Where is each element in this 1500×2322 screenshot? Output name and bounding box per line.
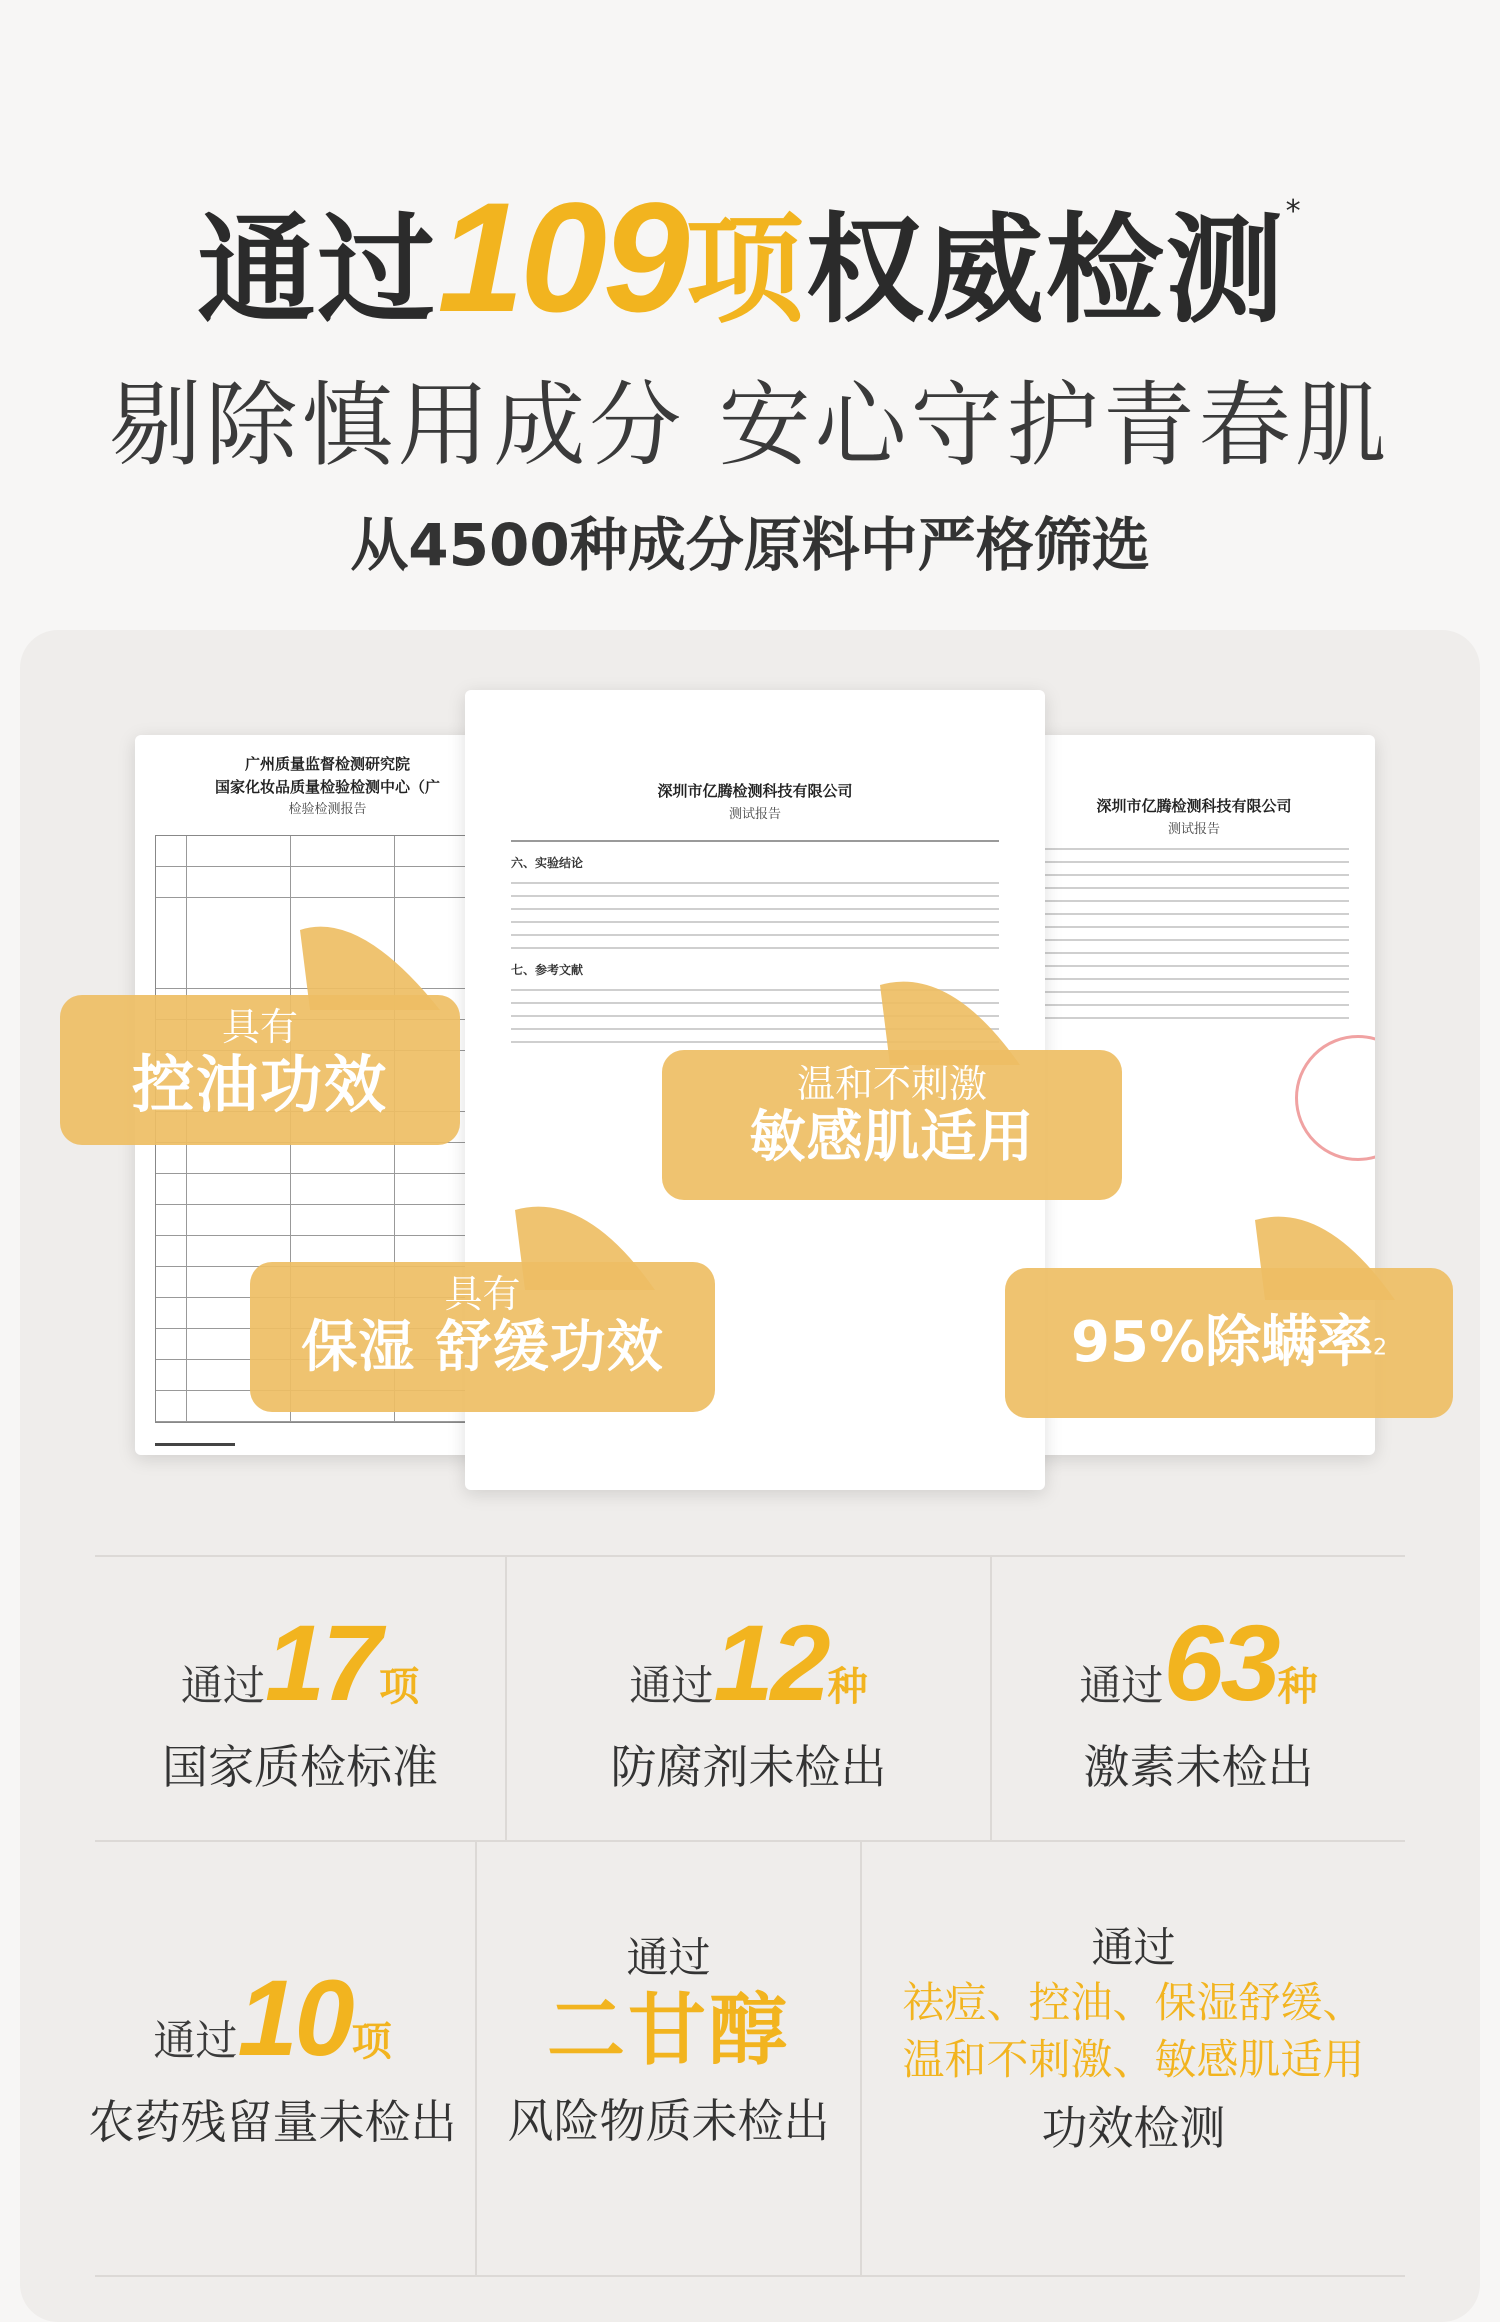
headline-pre: 通过 [197,201,438,339]
headline [0,165,1500,352]
stat-number: 12 [713,1602,828,1723]
subtitle: 剔除慎用成分 安心守护青春肌 [109,372,1391,479]
stat-hormones: 通过63种 激素未检出 [992,1600,1405,1797]
stat-efficacy-line-1: 祛痘、控油、保湿舒缓、 [902,1978,1365,2027]
grid-divider-middle [95,1840,1405,1842]
stat-desc: 风险物质未检出 [507,2093,830,2148]
stat-desc: 国家质检标准 [162,1740,438,1794]
subtitle-secondary: 从4500种成分原料中严格筛选 [350,511,1150,579]
bubble-moist-big: 保湿 舒缓功效 [301,1314,664,1380]
bubble-mite-footnote: 2 [1373,1335,1388,1361]
bubble-oil [60,995,460,1145]
stat-efficacy: 通过 祛痘、控油、保湿舒缓、 温和不刺激、敏感肌适用 功效检测 [862,1915,1405,2158]
headline-rest: 权威检测 [805,201,1286,339]
stamp-icon [1295,1035,1375,1161]
stat-number: 17 [264,1602,380,1723]
headline-footnote-mark: * [1285,194,1303,229]
grid-divider-bottom [95,2275,1405,2277]
bubble-mild [662,1050,1122,1200]
doc-center-section-7: 七、参考文献 [511,962,584,977]
headline-number: 109 [437,171,686,345]
doc-right-title-1: 深圳市亿腾检测科技有限公司 [1096,797,1292,815]
stat-desc: 农药残留量未检出 [88,2095,457,2149]
doc-left-title-1: 广州质量监督检测研究院 [244,755,410,773]
bubble-mild-small: 温和不刺激 [796,1062,987,1106]
doc-left-signature [155,1443,235,1446]
bubble-moist [250,1262,715,1412]
bubble-moist-small: 具有 [444,1272,521,1316]
stat-number: 10 [237,1957,352,2078]
stat-desc: 激素未检出 [1083,1740,1314,1794]
grid-divider-top [95,1555,1405,1557]
stat-diethylene-glycol: 通过 二甘醇 风险物质未检出 [477,1925,860,2151]
bubble-oil-small: 具有 [221,1005,298,1049]
doc-center-title-1: 深圳市亿腾检测科技有限公司 [657,782,853,800]
doc-center-section-6: 六、实验结论 [511,855,584,870]
stat-national-standard: 通过17项 国家质检标准 [95,1600,505,1797]
doc-left-title-2: 国家化妆品质量检验检测中心（广 [214,777,440,796]
stat-preservatives: 通过12种 防腐剂未检出 [507,1600,990,1797]
doc-right-title-2: 测试报告 [1167,821,1220,837]
bubble-mite-big: 95%除螨率 [1070,1310,1374,1375]
stat-number: 63 [1163,1602,1278,1723]
doc-left-title-3: 检验检测报告 [288,802,367,817]
bubble-mild-big: 敏感肌适用 [749,1104,1035,1170]
stat-highlight: 二甘醇 [546,1986,790,2076]
bubble-oil-big: 控油功效 [131,1047,388,1121]
doc-center-title-2: 测试报告 [728,806,781,822]
stat-pesticides: 通过10项 农药残留量未检出 [70,1955,475,2152]
bubble-mite [1005,1268,1453,1418]
stat-desc: 防腐剂未检出 [610,1740,887,1794]
headline-unit: 项 [685,201,806,339]
stat-desc: 功效检测 [1041,2101,1226,2156]
stat-efficacy-line-2: 温和不刺激、敏感肌适用 [902,2034,1365,2084]
